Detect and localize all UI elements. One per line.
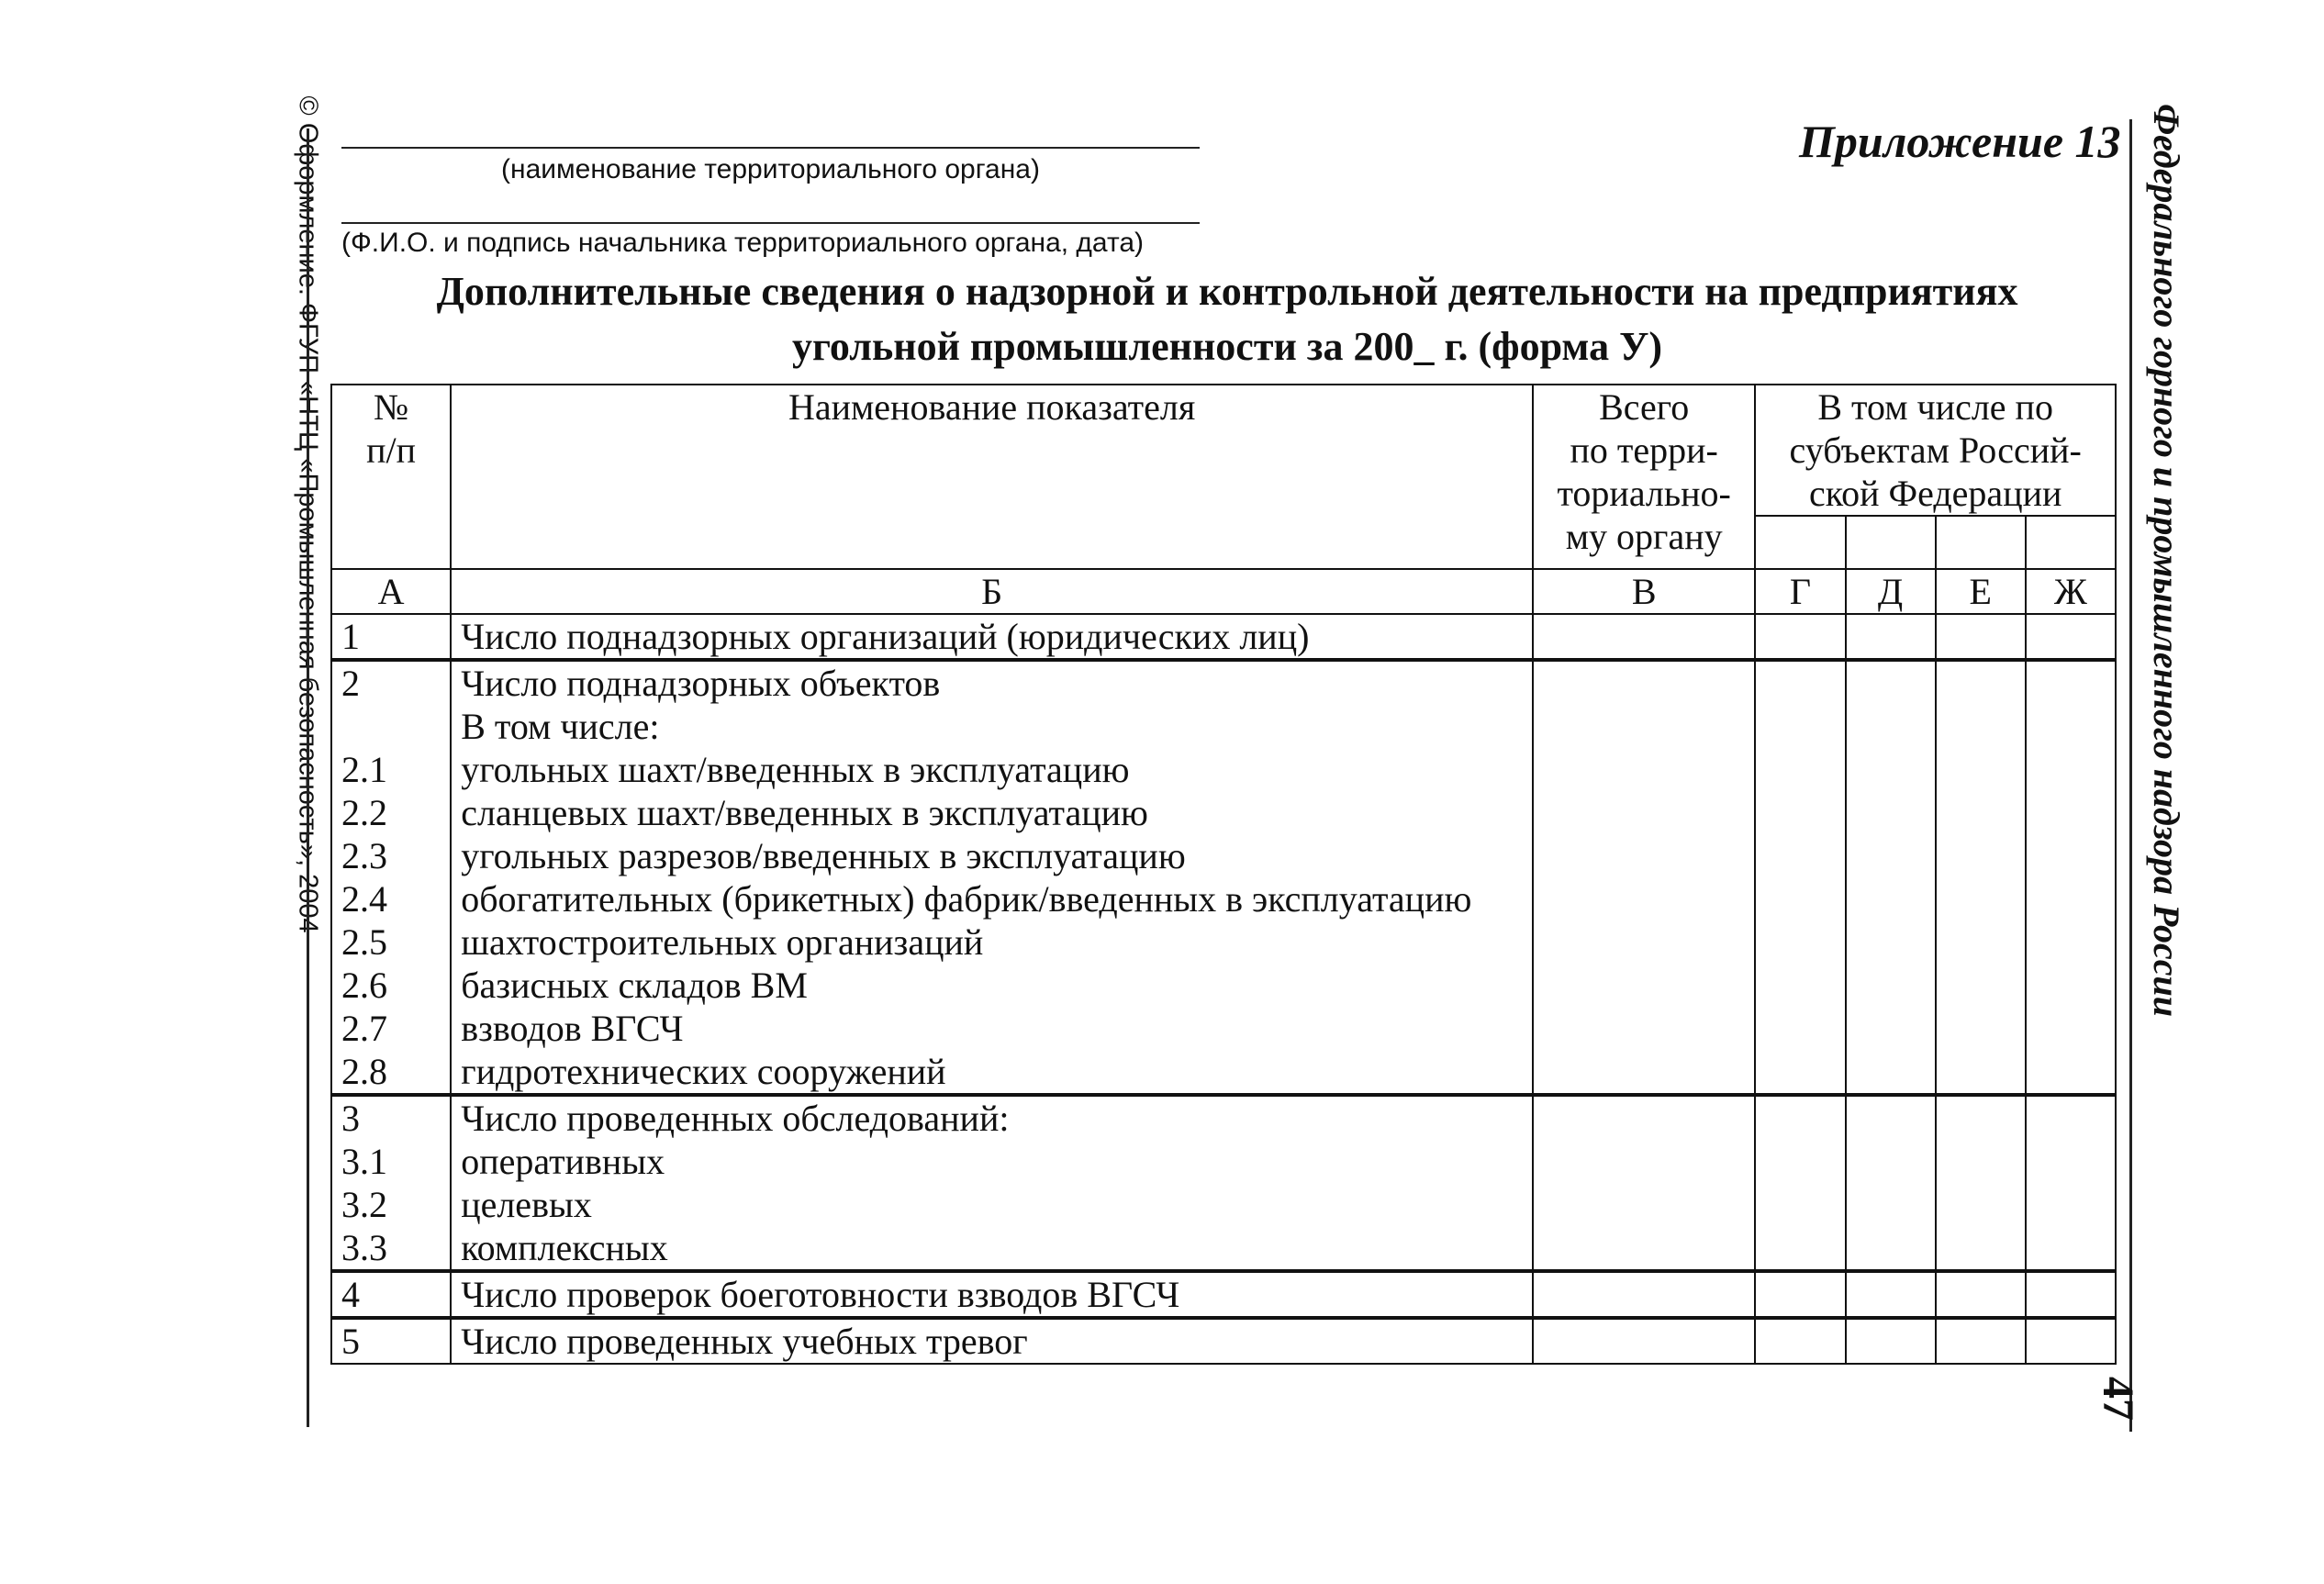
row-number: 4	[331, 1271, 451, 1318]
value-cell	[1755, 1095, 1845, 1271]
value-cell	[1533, 1095, 1755, 1271]
letter-cell: В	[1533, 569, 1755, 614]
table-row	[331, 660, 2116, 1095]
side-copyright: © Оформление. ФГУП «НТЦ «Промышленная безопасность», 2004	[293, 95, 323, 933]
value-cell	[2026, 1095, 2116, 1271]
header-total: Всего по терри- ториально- му органу	[1533, 385, 1755, 569]
value-cell	[2026, 1318, 2116, 1364]
value-cell	[1755, 614, 1845, 660]
page-number: 47	[2094, 1377, 2142, 1421]
value-cell	[1846, 1271, 1936, 1318]
value-cell	[1936, 660, 2026, 1095]
value-cell	[1936, 1318, 2026, 1364]
row-name: Число проведенных обследований: оперативных целевых комплексных	[451, 1095, 1533, 1271]
row-number: 1	[331, 614, 451, 660]
value-cell	[1846, 1095, 1936, 1271]
letter-cell: А	[331, 569, 451, 614]
row-number: 3 3.1 3.2 3.3	[331, 1095, 451, 1271]
header-num: № п/п	[331, 385, 451, 569]
title-line-2: угольной промышленности за 200_ г. (форма У)	[791, 324, 1663, 369]
field-caption-organ: (наименование территориального органа)	[501, 154, 1040, 184]
region-cell	[2026, 516, 2116, 569]
row-number: 2 2.1 2.2 2.3 2.4 2.5 2.6 2.7 2.8	[331, 660, 451, 1095]
field-caption-signature: (Ф.И.О. и подпись начальника территориального органа, дата)	[341, 228, 1145, 258]
value-cell	[2026, 660, 2116, 1095]
header-row	[331, 385, 2116, 516]
value-cell	[1936, 614, 2026, 660]
region-cell	[1936, 516, 2026, 569]
letter-cell: Б	[451, 569, 1533, 614]
appendix-label: Приложение 13	[1799, 116, 2121, 167]
region-cell	[1846, 516, 1936, 569]
value-cell	[1936, 1095, 2026, 1271]
region-cell	[1755, 516, 1845, 569]
title-line-1: Дополнительные сведения о надзорной и контрольной деятельности на предприятиях	[436, 269, 2018, 314]
value-cell	[2026, 614, 2116, 660]
column-letters-row	[331, 569, 2116, 614]
value-cell	[1846, 614, 1936, 660]
value-cell	[1846, 660, 1936, 1095]
value-cell	[1533, 1271, 1755, 1318]
document-title	[341, 264, 2113, 374]
table-row	[331, 1271, 2116, 1318]
field-line-signature	[341, 222, 1200, 224]
field-line-organ	[341, 147, 1200, 149]
letter-cell: Д	[1846, 569, 1936, 614]
value-cell	[1533, 660, 1755, 1095]
table-row	[331, 1318, 2116, 1364]
report-table	[330, 384, 2117, 1365]
value-cell	[2026, 1271, 2116, 1318]
row-name: Число проведенных учебных тревог	[451, 1318, 1533, 1364]
value-cell	[1755, 660, 1845, 1095]
row-name: Число поднадзорных организаций (юридических лиц)	[451, 614, 1533, 660]
letter-cell: Ж	[2026, 569, 2116, 614]
value-cell	[1755, 1318, 1845, 1364]
row-name: Число поднадзорных объектов В том числе: угольных шахт/введенных в эксплуатацию сланцевых шахт/введенных в эксплуатацию угольных разрезов/введенных в эксплуатацию обогатительных (брикетных) фабрик/введенных в эксплуатацию шахтостроительных организаций базисных складов ВМ взводов ВГСЧ гидротехнических сооружений	[451, 660, 1533, 1095]
header-name: Наименование показателя	[451, 385, 1533, 569]
letter-cell: Г	[1755, 569, 1845, 614]
table-row	[331, 1095, 2116, 1271]
side-running-title: Федерального горного и промышленного надзора России	[2145, 103, 2187, 1017]
value-cell	[1533, 614, 1755, 660]
value-cell	[1533, 1318, 1755, 1364]
left-margin-rule	[307, 128, 309, 1427]
table-row	[331, 614, 2116, 660]
value-cell	[1755, 1271, 1845, 1318]
value-cell	[1936, 1271, 2026, 1318]
row-number: 5	[331, 1318, 451, 1364]
value-cell	[1846, 1318, 1936, 1364]
header-regions: В том числе по субъектам Россий- ской Федерации	[1755, 385, 2116, 516]
letter-cell: Е	[1936, 569, 2026, 614]
row-name: Число проверок боеготовности взводов ВГСЧ	[451, 1271, 1533, 1318]
